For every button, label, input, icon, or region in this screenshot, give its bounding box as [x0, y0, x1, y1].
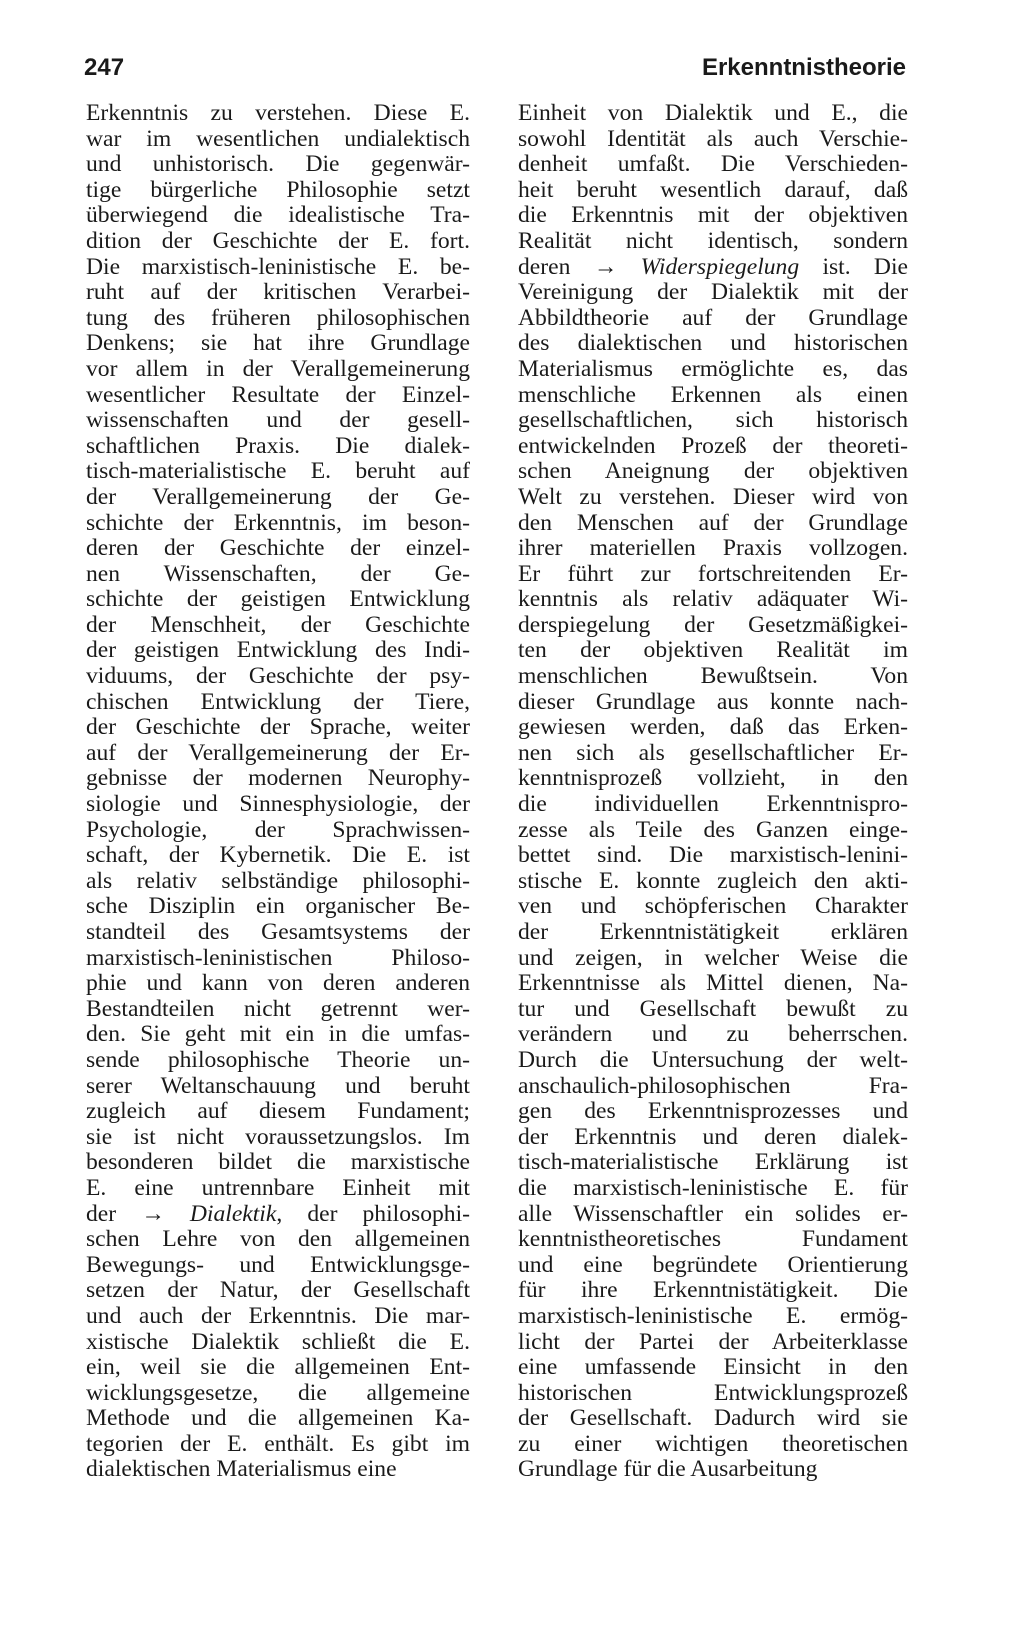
text-line: serer Weltanschauung und beruht	[86, 1073, 470, 1099]
text-line: eine umfassende Einsicht in den	[518, 1355, 908, 1381]
text-line: stische E. konnte zugleich den akti-	[518, 868, 908, 894]
text-line: Grundlage für die Ausarbeitung	[518, 1457, 818, 1483]
text-line: Einheit von Dialektik und E., die	[518, 101, 908, 126]
text-line: zesse als Teile des Ganzen einge-	[518, 817, 908, 843]
text-line: Materialismus ermöglichte es, das	[518, 356, 908, 382]
text-segment: der	[86, 1201, 142, 1227]
text-line: den Menschen auf der Grundlage	[518, 510, 908, 536]
text-line: marxistisch-leninistische E. ermög-	[518, 1303, 908, 1329]
text-line: schichte der Erkenntnis, im beson-	[86, 510, 470, 536]
text-line: und eine begründete Orientierung	[518, 1252, 908, 1278]
text-line: der Erkenntnistätigkeit erklären	[518, 920, 908, 945]
text-line: als relativ selbständige philosophi-	[86, 868, 470, 894]
text-line: deren der Geschichte der einzel-	[86, 536, 470, 562]
text-line: Die marxistisch-leninistische E. be-	[86, 254, 470, 280]
text-line: zugleich auf diesem Fundament;	[86, 1099, 470, 1125]
text-line: Welt zu verstehen. Dieser wird von	[518, 484, 908, 510]
text-line: Erkenntnisse als Mittel dienen, Na-	[518, 971, 908, 997]
text-line: viduums, der Geschichte der psy-	[86, 664, 470, 690]
text-line: der Gesellschaft. Dadurch wird sie	[518, 1406, 908, 1432]
text-line: den. Sie geht mit ein in die umfas-	[86, 1022, 470, 1048]
text-line: Abbildtheorie auf der Grundlage	[518, 305, 908, 331]
right-column	[518, 101, 908, 1483]
text-line: schen Aneignung der objektiven	[518, 459, 908, 485]
text-line: sie ist nicht voraussetzungslos. Im	[86, 1124, 470, 1150]
text-line: dition der Geschichte der E. fort.	[86, 228, 470, 254]
text-line: entwickelnden Prozeß der theoreti-	[518, 433, 908, 459]
page-number: 247	[84, 54, 125, 81]
text-line: denheit umfaßt. Die Verschieden-	[518, 152, 908, 178]
cross-reference-link[interactable]: → Dialektik	[141, 1201, 277, 1227]
text-line: sche Disziplin ein organischer Be-	[86, 894, 470, 920]
text-line: ten der objektiven Realität im	[518, 638, 908, 664]
text-line: menschliche Erkennen als einen	[518, 382, 908, 408]
text-line: des dialektischen und historischen	[518, 331, 908, 357]
text-line: und zeigen, in welcher Weise die	[518, 945, 908, 971]
text-line: die Erkenntnis mit der objektiven	[518, 203, 908, 229]
text-line: ven und schöpferischen Charakter	[518, 894, 908, 920]
text-line: wesentlicher Resultate der Einzel-	[86, 382, 470, 408]
running-head: Erkenntnistheorie	[701, 54, 906, 81]
text-line: dialektischen Materialismus eine	[86, 1457, 397, 1483]
text-line: war im wesentlichen undialektisch	[86, 126, 470, 152]
text-line: schen Lehre von den allgemeinen	[86, 1227, 470, 1253]
text-line: Methode und die allgemeinen Ka-	[86, 1406, 470, 1432]
text-line: kenntnisprozeß vollzieht, in den	[518, 766, 908, 792]
text-line: derspiegelung der Gesetzmäßigkei-	[518, 612, 908, 638]
text-line: menschlichen Bewußtsein. Von	[518, 664, 908, 690]
text-line: die individuellen Erkenntnispro-	[518, 792, 908, 818]
text-line: licht der Partei der Arbeiterklasse	[518, 1329, 908, 1355]
text-line: gewiesen werden, daß das Erken-	[518, 715, 908, 741]
text-line: vor allem in der Verallgemeinerung	[86, 356, 470, 382]
text-line: Psychologie, der Sprachwissen-	[86, 817, 470, 843]
text-line: schichte der geistigen Entwicklung	[86, 587, 470, 613]
text-line: die marxistisch-leninistische E. für	[518, 1175, 908, 1201]
cross-reference-link[interactable]: → Widerspiegelung	[593, 254, 800, 280]
text-line: dieser Grundlage aus konnte nach-	[518, 689, 908, 715]
text-line: nen sich als gesellschaftlicher Er-	[518, 740, 908, 766]
text-line: ihrer materiellen Praxis vollzogen.	[518, 536, 908, 562]
text-line: für ihre Erkenntnistätigkeit. Die	[518, 1278, 908, 1304]
text-line: Durch die Untersuchung der welt-	[518, 1047, 908, 1073]
text-line: chischen Entwicklung der Tiere,	[86, 689, 470, 715]
text-line: und unhistorisch. Die gegenwär-	[86, 152, 470, 178]
text-line: sowohl Identität als auch Verschie-	[518, 126, 908, 152]
text-line: historischen Entwicklungsprozeß	[518, 1380, 908, 1406]
text-line: anschaulich-philosophischen Fra-	[518, 1073, 908, 1099]
text-line: E. eine untrennbare Einheit mit	[86, 1175, 470, 1201]
text-line: verändern und zu beherrschen.	[518, 1022, 908, 1048]
text-line: der Erkenntnis und deren dialek-	[518, 1124, 908, 1150]
text-line: Erkenntnis zu verstehen. Diese E.	[86, 101, 470, 126]
text-line	[86, 1202, 470, 1228]
text-segment: deren	[518, 254, 594, 280]
text-line: wicklungsgesetze, die allgemeine	[86, 1380, 470, 1406]
text-line: sende philosophische Theorie un-	[86, 1047, 470, 1073]
text-line: Realität nicht identisch, sondern	[518, 228, 908, 254]
text-line: alle Wissenschaftler ein solides er-	[518, 1201, 908, 1227]
text-line: xistische Dialektik schließt die E.	[86, 1329, 470, 1355]
text-line: phie und kann von deren anderen	[86, 971, 470, 997]
text-line: kenntnistheoretisches Fundament	[518, 1227, 908, 1253]
text-line: marxistisch-leninistischen Philoso-	[86, 945, 470, 971]
text-line: Denkens; sie hat ihre Grundlage	[86, 331, 470, 357]
text-segment: ist. Die	[799, 254, 908, 280]
text-line: tung des früheren philosophischen	[86, 305, 470, 331]
text-line: der geistigen Entwicklung des Indi-	[86, 638, 470, 664]
text-line: besonderen bildet die marxistische	[86, 1150, 470, 1176]
text-line: überwiegend die idealistische Tra-	[86, 203, 470, 229]
text-line: schaft, der Kybernetik. Die E. ist	[86, 843, 470, 869]
text-line: Er führt zur fortschreitenden Er-	[518, 561, 908, 587]
text-line: tisch-materialistische Erklärung ist	[518, 1150, 908, 1176]
text-line: tisch-materialistische E. beruht auf	[86, 459, 470, 485]
text-line: Bestandteilen nicht getrennt wer-	[86, 996, 470, 1022]
text-line: auf der Verallgemeinerung der Er-	[86, 740, 470, 766]
text-line: und auch der Erkenntnis. Die mar-	[86, 1303, 470, 1329]
text-line: kenntnis als relativ adäquater Wi-	[518, 587, 908, 613]
text-line: siologie und Sinnesphysiologie, der	[86, 792, 470, 818]
text-line: schaftlichen Praxis. Die dialek-	[86, 433, 470, 459]
text-line: heit beruht wesentlich darauf, daß	[518, 177, 908, 203]
text-line: tur und Gesellschaft bewußt zu	[518, 996, 908, 1022]
page-header	[84, 50, 906, 86]
text-line: ruht auf der kritischen Verarbei-	[86, 280, 470, 306]
text-line: Bewegungs- und Entwicklungsge-	[86, 1252, 470, 1278]
text-line: der Menschheit, der Geschichte	[86, 612, 470, 638]
text-line: gen des Erkenntnisprozesses und	[518, 1099, 908, 1125]
left-column	[86, 101, 470, 1483]
text-line	[518, 255, 908, 281]
text-line: tige bürgerliche Philosophie setzt	[86, 177, 470, 203]
text-line: tegorien der E. enthält. Es gibt im	[86, 1431, 470, 1457]
text-line: gesellschaftlichen, sich historisch	[518, 408, 908, 434]
text-line: der Verallgemeinerung der Ge-	[86, 484, 470, 510]
text-line: nen Wissenschaften, der Ge-	[86, 561, 470, 587]
text-line: der Geschichte der Sprache, weiter	[86, 715, 470, 741]
text-line: setzen der Natur, der Gesellschaft	[86, 1278, 470, 1304]
text-line: ein, weil sie die allgemeinen Ent-	[86, 1355, 470, 1381]
text-segment: , der philosophi-	[276, 1201, 470, 1227]
text-line: bettet sind. Die marxistisch-lenini-	[518, 843, 908, 869]
text-line: gebnisse der modernen Neurophy-	[86, 766, 470, 792]
text-line: Vereinigung der Dialektik mit der	[518, 280, 908, 306]
text-line: standteil des Gesamtsystems der	[86, 920, 470, 945]
text-line: zu einer wichtigen theoretischen	[518, 1431, 908, 1457]
text-line: wissenschaften und der gesell-	[86, 408, 470, 434]
